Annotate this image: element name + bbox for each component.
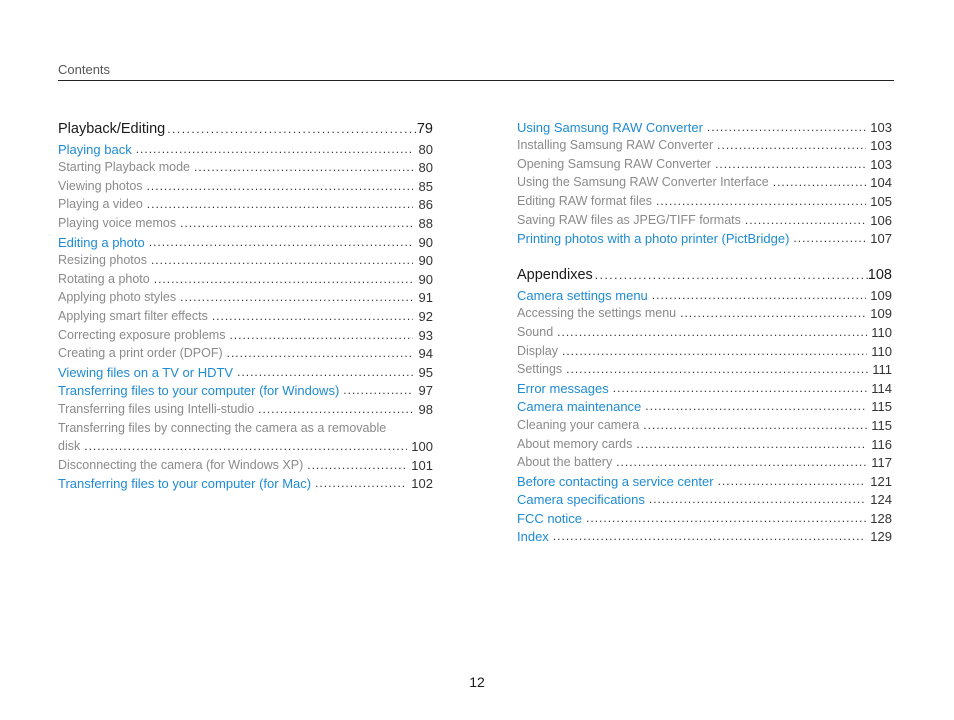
toc-entry bbox=[517, 135, 892, 154]
toc-entry-label: Resizing photos bbox=[58, 253, 147, 268]
toc-entry-label: Appendixes bbox=[517, 267, 593, 284]
toc-page-number: 79 bbox=[416, 121, 433, 137]
toc-entry-label: Transferring files to your computer (for Mac) bbox=[58, 476, 312, 492]
toc-page-number: 116 bbox=[871, 436, 892, 452]
toc-entry[interactable] bbox=[517, 284, 892, 303]
toc-page-number: 102 bbox=[411, 476, 433, 492]
dot-leader bbox=[586, 511, 866, 526]
toc-entry bbox=[58, 454, 433, 473]
toc-entry-line bbox=[58, 417, 433, 436]
toc-entry bbox=[517, 340, 892, 359]
dot-leader bbox=[649, 492, 866, 507]
toc-entry-label: Saving RAW files as JPEG/TIFF formats bbox=[517, 212, 741, 227]
toc-entry-label: Playing a video bbox=[58, 197, 143, 212]
toc-left-column bbox=[58, 116, 433, 491]
toc-entry-label: FCC notice bbox=[517, 510, 583, 526]
toc-entry-label: Applying photo styles bbox=[58, 290, 177, 305]
dot-leader bbox=[237, 365, 413, 380]
toc-entry[interactable] bbox=[58, 138, 433, 157]
header-title: Contents bbox=[58, 62, 111, 77]
dot-leader bbox=[715, 157, 866, 172]
toc-entry bbox=[517, 303, 892, 322]
toc-entry-label: Transferring files to your computer (for Windows) bbox=[58, 383, 340, 399]
toc-page-number: 90 bbox=[418, 253, 433, 269]
toc-entry-label: Display bbox=[517, 343, 558, 358]
toc-page-number: 95 bbox=[418, 364, 433, 380]
section-gap bbox=[517, 246, 892, 262]
dot-leader bbox=[84, 439, 407, 454]
dot-leader bbox=[595, 268, 868, 283]
toc-page-number: 104 bbox=[870, 175, 892, 191]
toc-page-number: 80 bbox=[418, 160, 433, 176]
toc-page-number: 111 bbox=[872, 362, 892, 378]
dot-leader bbox=[636, 437, 867, 452]
toc-page-number: 121 bbox=[870, 473, 892, 489]
dot-leader bbox=[745, 213, 866, 228]
toc-entry-label: Transferring files using Intelli-studio bbox=[58, 401, 255, 416]
dot-leader bbox=[229, 328, 413, 343]
toc-entry bbox=[517, 414, 892, 433]
dot-leader bbox=[557, 325, 867, 340]
toc-entry-label: Opening Samsung RAW Converter bbox=[517, 156, 712, 171]
toc-entry-label: Camera settings menu bbox=[517, 287, 648, 303]
toc-page-number: 110 bbox=[871, 324, 892, 340]
toc-entry bbox=[517, 433, 892, 452]
toc-entry[interactable] bbox=[517, 470, 892, 489]
dot-leader bbox=[656, 194, 866, 209]
toc-page-number: 103 bbox=[870, 156, 892, 172]
toc-page-number: 86 bbox=[418, 197, 433, 213]
toc-page-number: 90 bbox=[418, 234, 433, 250]
dot-leader bbox=[149, 235, 413, 250]
dot-leader bbox=[645, 399, 867, 414]
toc-page-number: 115 bbox=[871, 417, 892, 433]
dot-leader bbox=[154, 272, 413, 287]
toc-entry bbox=[58, 250, 433, 269]
toc-entry-label: Editing RAW format files bbox=[517, 193, 652, 208]
toc-page-number: 128 bbox=[870, 510, 892, 526]
toc-entry-label: Before contacting a service center bbox=[517, 473, 714, 489]
toc-entry[interactable] bbox=[517, 507, 892, 526]
toc-entry bbox=[58, 212, 433, 231]
toc-entry bbox=[517, 359, 892, 378]
toc-entry-label: Playing voice memos bbox=[58, 215, 177, 230]
toc-entry-label: Error messages bbox=[517, 380, 609, 396]
toc-entry bbox=[517, 321, 892, 340]
dot-leader bbox=[343, 383, 413, 398]
toc-entry[interactable] bbox=[58, 361, 433, 380]
dot-leader bbox=[553, 529, 866, 544]
toc-entry[interactable] bbox=[517, 489, 892, 508]
toc-page-number: 103 bbox=[870, 119, 892, 135]
toc-entry bbox=[58, 305, 433, 324]
toc-entry bbox=[58, 398, 433, 417]
toc-entry bbox=[58, 436, 433, 455]
toc-entry bbox=[58, 175, 433, 194]
toc-page-number: 107 bbox=[870, 231, 892, 247]
toc-page-number: 94 bbox=[418, 346, 433, 362]
dot-leader bbox=[227, 346, 413, 361]
toc-page-number: 115 bbox=[871, 399, 892, 415]
dot-leader bbox=[258, 402, 413, 417]
toc-section-heading[interactable] bbox=[517, 262, 892, 283]
toc-page-number: 129 bbox=[870, 529, 892, 545]
toc-page-number: 100 bbox=[411, 439, 433, 455]
toc-entry-label: Disconnecting the camera (for Windows XP) bbox=[58, 457, 304, 472]
dot-leader bbox=[212, 309, 413, 324]
toc-entry[interactable] bbox=[517, 116, 892, 135]
toc-page-number: 124 bbox=[870, 492, 892, 508]
dot-leader bbox=[652, 288, 867, 303]
toc-entry[interactable] bbox=[58, 380, 433, 399]
toc-entry-label: Cleaning your camera bbox=[517, 417, 640, 432]
toc-entry-label: Index bbox=[517, 529, 549, 545]
dot-leader bbox=[180, 290, 413, 305]
dot-leader bbox=[147, 179, 413, 194]
toc-entry-label: Accessing the settings menu bbox=[517, 306, 677, 321]
toc-page-number: 97 bbox=[418, 383, 433, 399]
toc-page-number: 98 bbox=[418, 401, 433, 417]
dot-leader bbox=[793, 231, 866, 246]
toc-page-number: 109 bbox=[870, 287, 892, 303]
dot-leader bbox=[773, 175, 867, 190]
toc-page-number: 80 bbox=[418, 141, 433, 157]
toc-entry[interactable] bbox=[58, 231, 433, 250]
toc-entry-label: Using Samsung RAW Converter bbox=[517, 119, 703, 135]
dot-leader bbox=[167, 122, 417, 137]
toc-entry[interactable] bbox=[58, 473, 433, 492]
toc-entry[interactable] bbox=[517, 526, 892, 545]
dot-leader bbox=[307, 458, 407, 473]
toc-entry-label: Rotating a photo bbox=[58, 271, 150, 286]
toc-entry bbox=[517, 209, 892, 228]
toc-entry-label: Installing Samsung RAW Converter bbox=[517, 138, 714, 153]
toc-entry-label: Editing a photo bbox=[58, 234, 145, 250]
toc-right-bottom-group bbox=[517, 262, 892, 544]
toc-entry-label: Camera specifications bbox=[517, 492, 645, 508]
toc-page-number: 103 bbox=[870, 138, 892, 154]
toc-section-heading[interactable] bbox=[58, 116, 433, 137]
dot-leader bbox=[136, 142, 413, 157]
toc-entry-label: Settings bbox=[517, 362, 563, 377]
dot-leader bbox=[680, 306, 866, 321]
toc-entry[interactable] bbox=[517, 396, 892, 415]
dot-leader bbox=[717, 138, 866, 153]
dot-leader bbox=[643, 418, 867, 433]
toc-page-number: 93 bbox=[418, 327, 433, 343]
toc-right-column bbox=[517, 116, 892, 544]
toc-entry-label: disk bbox=[58, 439, 81, 454]
toc-page-number: 90 bbox=[418, 271, 433, 287]
toc-entry bbox=[517, 190, 892, 209]
toc-entry bbox=[58, 268, 433, 287]
toc-page-number: 109 bbox=[870, 306, 892, 322]
dot-leader bbox=[180, 216, 413, 231]
toc-page-number: 106 bbox=[870, 212, 892, 228]
toc-page-number: 105 bbox=[870, 193, 892, 209]
toc-entry bbox=[58, 194, 433, 213]
toc-entry-label: Viewing files on a TV or HDTV bbox=[58, 364, 234, 380]
toc-entry-label: Creating a print order (DPOF) bbox=[58, 346, 223, 361]
toc-entry-label: Playing back bbox=[58, 141, 132, 157]
toc-page-number: 108 bbox=[867, 267, 892, 284]
dot-leader bbox=[194, 160, 413, 175]
dot-leader bbox=[147, 197, 413, 212]
toc-entry[interactable] bbox=[517, 228, 892, 247]
toc-entry-label: Playback/Editing bbox=[58, 121, 166, 137]
toc-page-number: 110 bbox=[871, 343, 892, 359]
toc-entry-label: Camera maintenance bbox=[517, 399, 642, 415]
toc-page-number: 101 bbox=[411, 457, 433, 473]
toc-entry bbox=[517, 452, 892, 471]
toc-entry-label: About memory cards bbox=[517, 436, 633, 451]
toc-page-number: 114 bbox=[871, 380, 892, 396]
toc-entry bbox=[517, 172, 892, 191]
toc-entry-label: Correcting exposure problems bbox=[58, 327, 226, 342]
toc-entry-label: Viewing photos bbox=[58, 178, 143, 193]
toc-entry-label: Using the Samsung RAW Converter Interface bbox=[517, 175, 769, 190]
toc-page-number: 92 bbox=[418, 308, 433, 324]
toc-entry-label: Printing photos with a photo printer (PictBridge) bbox=[517, 231, 790, 247]
page-number: 12 bbox=[469, 674, 485, 690]
toc-page-number: 117 bbox=[871, 455, 892, 471]
dot-leader bbox=[616, 455, 867, 470]
toc-page-number: 91 bbox=[418, 290, 433, 306]
toc-entry-label: About the battery bbox=[517, 455, 613, 470]
contents-header bbox=[58, 62, 894, 81]
toc-entry bbox=[58, 287, 433, 306]
dot-leader bbox=[566, 362, 868, 377]
toc-entry-label: Applying smart filter effects bbox=[58, 308, 208, 323]
dot-leader bbox=[151, 253, 413, 268]
dot-leader bbox=[562, 344, 867, 359]
toc-page-number: 88 bbox=[418, 215, 433, 231]
dot-leader bbox=[707, 120, 866, 135]
toc-entry bbox=[58, 343, 433, 362]
toc-entry bbox=[58, 324, 433, 343]
toc-entry-label: Transferring files by connecting the camera as a removable bbox=[58, 420, 387, 435]
toc-right-top-group bbox=[517, 116, 892, 246]
toc-entry bbox=[58, 157, 433, 176]
toc-page-number: 85 bbox=[418, 178, 433, 194]
dot-leader bbox=[315, 476, 407, 491]
toc-entry bbox=[517, 153, 892, 172]
toc-entry-label: Sound bbox=[517, 324, 554, 339]
toc-entry[interactable] bbox=[517, 377, 892, 396]
dot-leader bbox=[718, 474, 867, 489]
dot-leader bbox=[613, 381, 868, 396]
toc-entry-label: Starting Playback mode bbox=[58, 160, 191, 175]
